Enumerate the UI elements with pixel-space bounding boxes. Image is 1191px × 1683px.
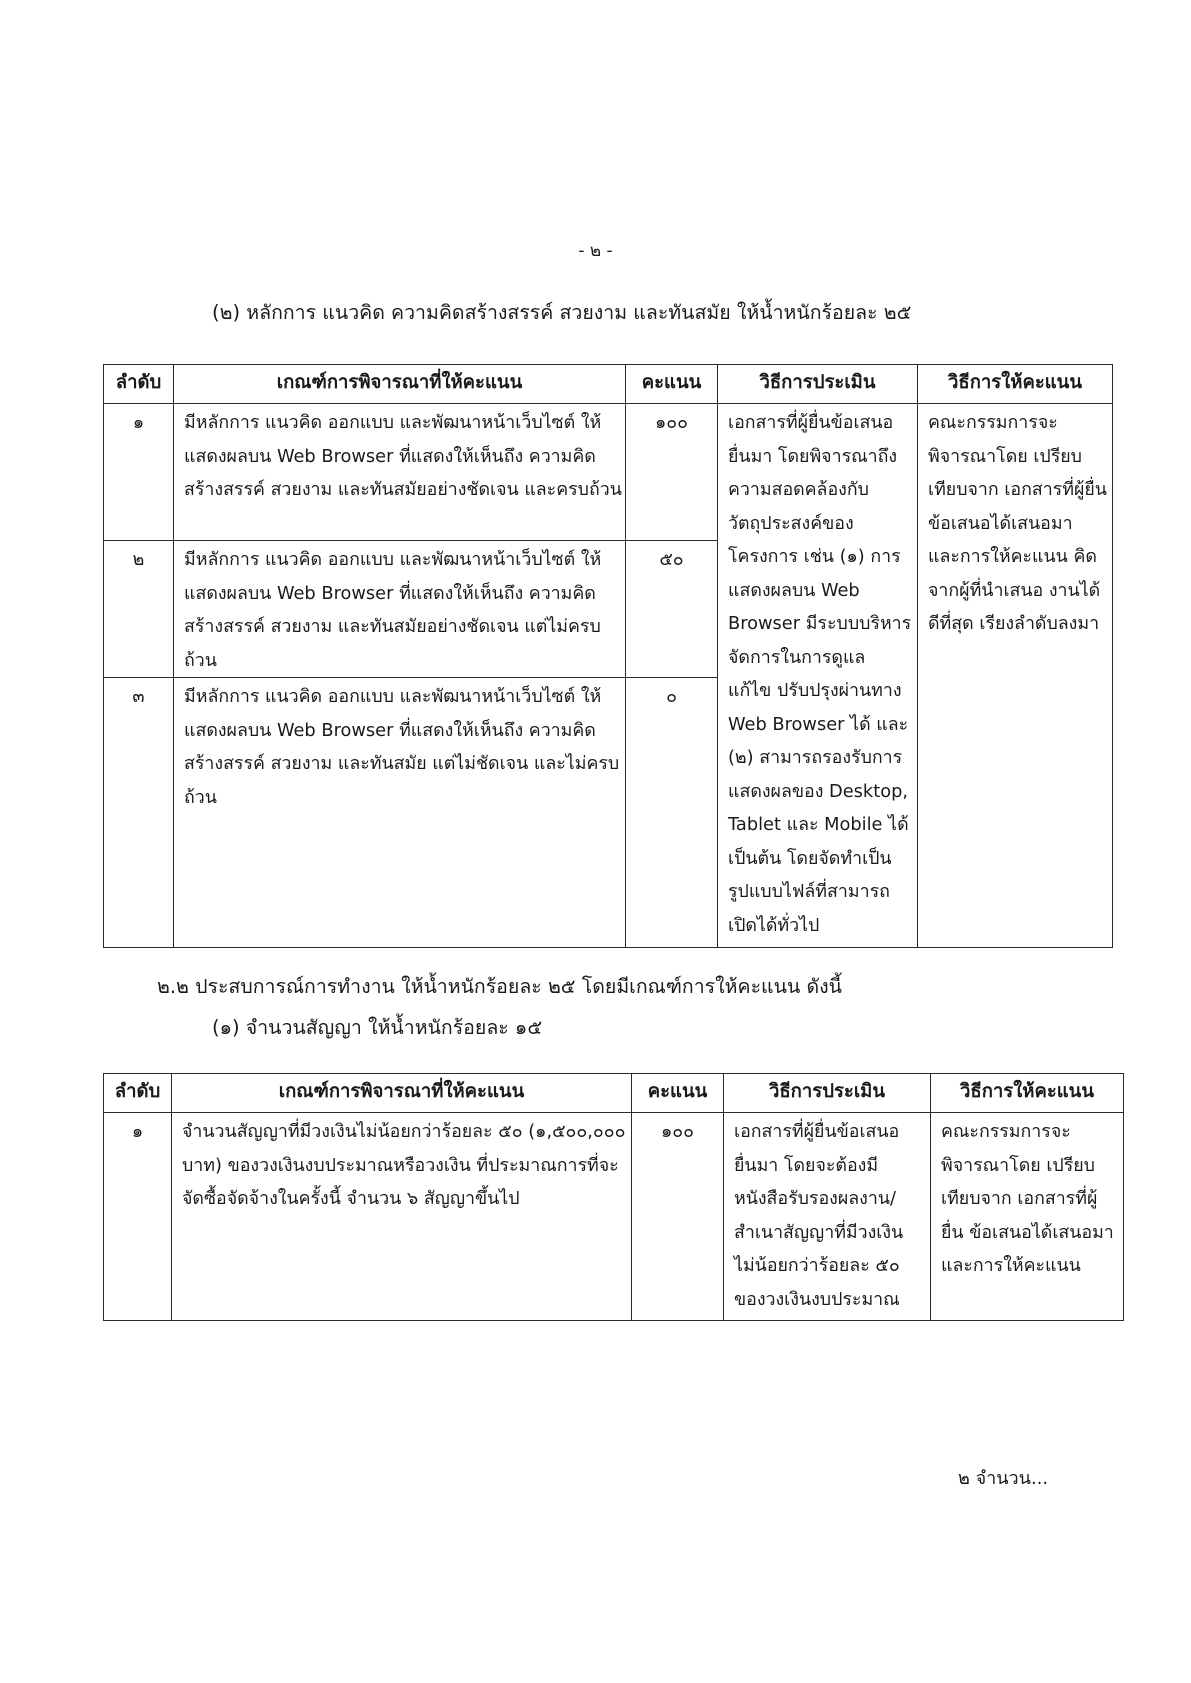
header-method: วิธีการประเมิน	[718, 365, 918, 404]
header-scoring: วิธีการให้คะแนน	[918, 365, 1113, 404]
row-criteria: จำนวนสัญญาที่มีวงเงินไม่น้อยกว่าร้อยละ ๕๐ (๑,๕๐๐,๐๐๐ บาท) ของวงเงินงบประมาณหรือวงเงิน ที่ประมาณการที่จะจัดซื้อจัดจ้างในครั้งนี้ จำนวน ๖ สัญญาขึ้นไป	[172, 1113, 632, 1321]
scoring-method: คณะกรรมการจะ พิจารณาโดย เปรียบเทียบจาก เอกสารที่ผู้ยื่น ข้อเสนอได้เสนอมา และการให้คะแนน	[931, 1113, 1124, 1321]
header-criteria: เกณฑ์การพิจารณาที่ให้คะแนน	[174, 365, 626, 404]
section-heading-experience: ๒.๒ ประสบการณ์การทำงาน ให้น้ำหนักร้อยละ ๒๕ โดยมีเกณฑ์การให้คะแนน ดังนี้	[157, 975, 842, 998]
row-number: ๒	[104, 541, 174, 678]
header-order: ลำดับ	[104, 365, 174, 404]
header-scoring: วิธีการให้คะแนน	[931, 1074, 1124, 1113]
table-header-row	[104, 1074, 1124, 1113]
header-score: คะแนน	[632, 1074, 724, 1113]
page-continuation: ๒ จำนวน...	[958, 1468, 1049, 1489]
row-number: ๑	[104, 404, 174, 541]
header-score: คะแนน	[626, 365, 718, 404]
row-criteria: มีหลักการ แนวคิด ออกแบบ และพัฒนาหน้าเว็บไซต์ ให้แสดงผลบน Web Browser ที่แสดงให้เห็นถึง ความคิดสร้างสรรค์ สวยงาม และทันสมัย แต่ไม่ชัดเจน และไม่ครบถ้วน	[174, 678, 626, 948]
table-row	[104, 404, 1113, 541]
criteria-table-contracts	[103, 1073, 1124, 1321]
criteria-table-concept	[103, 364, 1113, 948]
table-row	[104, 1113, 1124, 1321]
section-heading-contracts: (๑) จำนวนสัญญา ให้น้ำหนักร้อยละ ๑๕	[212, 1016, 543, 1039]
evaluation-method: เอกสารที่ผู้ยื่นข้อเสนอ ยื่นมา โดยพิจารณาถึง ความสอดคล้องกับ วัตถุประสงค์ของ โครงการ เช่น (๑) การ แสดงผลบน Web Browser มีระบบบริหาร จัดการในการดูแล แก้ไข ปรับปรุงผ่านทาง Web Browser ได้ และ (๒) สามารถรองรับการ แสดงผลของ Desktop, Tablet และ Mobile ได้ เป็นต้น โดยจัดทำเป็น รูปแบบไฟล์ที่สามารถ เปิดได้ทั่วไป	[718, 404, 918, 948]
row-criteria: มีหลักการ แนวคิด ออกแบบ และพัฒนาหน้าเว็บไซต์ ให้แสดงผลบน Web Browser ที่แสดงให้เห็นถึง ความคิดสร้างสรรค์ สวยงาม และทันสมัยอย่างชัดเจน แต่ไม่ครบถ้วน	[174, 541, 626, 678]
header-criteria: เกณฑ์การพิจารณาที่ให้คะแนน	[172, 1074, 632, 1113]
page-number: - ๒ -	[578, 241, 613, 261]
row-number: ๓	[104, 678, 174, 948]
evaluation-method: เอกสารที่ผู้ยื่นข้อเสนอ ยื่นมา โดยจะต้องมี หนังสือรับรองผลงาน/ สำเนาสัญญาที่มีวงเงิน ไม่น้อยกว่าร้อยละ ๕๐ ของวงเงินงบประมาณ	[724, 1113, 931, 1321]
row-score: ๑๐๐	[632, 1113, 724, 1321]
row-criteria: มีหลักการ แนวคิด ออกแบบ และพัฒนาหน้าเว็บไซต์ ให้แสดงผลบน Web Browser ที่แสดงให้เห็นถึง ความคิดสร้างสรรค์ สวยงาม และทันสมัยอย่างชัดเจน และครบถ้วน	[174, 404, 626, 541]
scoring-method: คณะกรรมการจะ พิจารณาโดย เปรียบเทียบจาก เอกสารที่ผู้ยื่น ข้อเสนอได้เสนอมา และการให้คะแนน คิดจากผู้ที่นำเสนอ งานได้ดีที่สุด เรียงลำดับลงมา	[918, 404, 1113, 948]
section-heading-concept: (๒) หลักการ แนวคิด ความคิดสร้างสรรค์ สวยงาม และทันสมัย ให้น้ำหนักร้อยละ ๒๕	[212, 301, 912, 324]
header-method: วิธีการประเมิน	[724, 1074, 931, 1113]
header-order: ลำดับ	[104, 1074, 172, 1113]
row-score: ๐	[626, 678, 718, 948]
row-number: ๑	[104, 1113, 172, 1321]
row-score: ๕๐	[626, 541, 718, 678]
row-score: ๑๐๐	[626, 404, 718, 541]
table-header-row	[104, 365, 1113, 404]
